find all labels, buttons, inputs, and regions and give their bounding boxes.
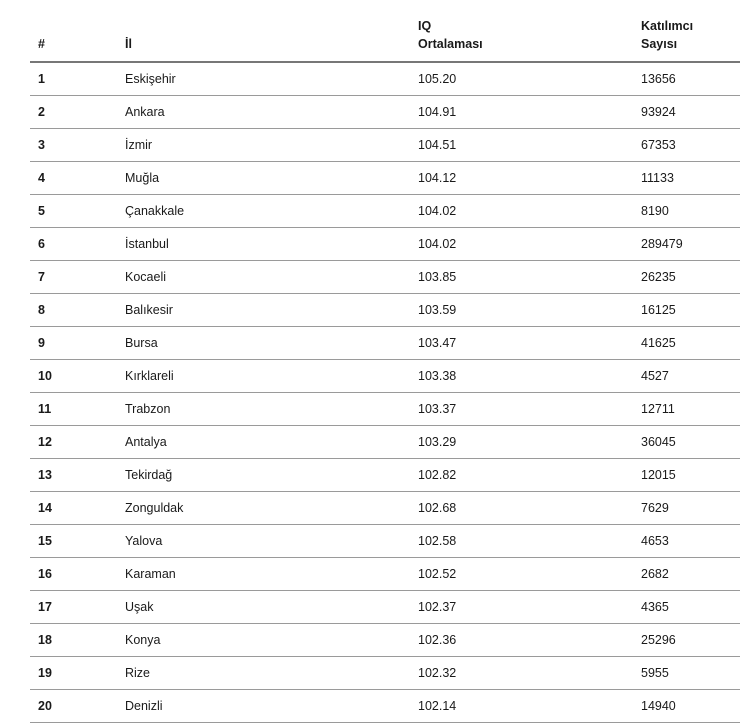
table-row xyxy=(30,195,740,228)
rank-cell: 5 xyxy=(38,204,45,218)
table-row xyxy=(30,261,740,294)
header-city: İl xyxy=(125,37,132,51)
table-row xyxy=(30,459,740,492)
iq-average-cell: 102.36 xyxy=(418,633,457,647)
iq-ranking-table xyxy=(30,14,740,723)
iq-average-cell: 103.38 xyxy=(418,369,457,383)
city-cell: Zonguldak xyxy=(125,501,184,515)
participant-count-cell: 13656 xyxy=(641,72,676,86)
table-row xyxy=(30,657,740,690)
rank-cell: 16 xyxy=(38,567,52,581)
iq-average-cell: 104.12 xyxy=(418,171,457,185)
iq-average-cell: 102.82 xyxy=(418,468,457,482)
iq-average-cell: 103.47 xyxy=(418,336,457,350)
iq-average-cell: 105.20 xyxy=(418,72,457,86)
table-row xyxy=(30,294,740,327)
city-cell: Denizli xyxy=(125,699,163,713)
participant-count-cell: 4365 xyxy=(641,600,669,614)
iq-average-cell: 102.68 xyxy=(418,501,457,515)
table-row xyxy=(30,129,740,162)
rank-cell: 6 xyxy=(38,237,45,251)
city-cell: Tekirdağ xyxy=(125,468,173,482)
rank-cell: 1 xyxy=(38,72,45,86)
city-cell: Uşak xyxy=(125,600,154,614)
participant-count-cell: 14940 xyxy=(641,699,676,713)
rank-cell: 4 xyxy=(38,171,45,185)
rank-cell: 10 xyxy=(38,369,52,383)
table-row xyxy=(30,162,740,195)
rank-cell: 3 xyxy=(38,138,45,152)
city-cell: Kocaeli xyxy=(125,270,166,284)
iq-average-cell: 104.02 xyxy=(418,237,457,251)
rank-cell: 9 xyxy=(38,336,45,350)
iq-average-cell: 102.14 xyxy=(418,699,457,713)
table-row xyxy=(30,426,740,459)
iq-average-cell: 104.91 xyxy=(418,105,457,119)
table-row xyxy=(30,624,740,657)
rank-cell: 19 xyxy=(38,666,52,680)
rank-cell: 2 xyxy=(38,105,45,119)
iq-average-cell: 102.58 xyxy=(418,534,457,548)
table-row xyxy=(30,96,740,129)
participant-count-cell: 2682 xyxy=(641,567,669,581)
iq-average-cell: 102.52 xyxy=(418,567,457,581)
iq-average-cell: 103.85 xyxy=(418,270,457,284)
table-row xyxy=(30,327,740,360)
participant-count-cell: 12711 xyxy=(641,402,675,416)
rank-cell: 13 xyxy=(38,468,52,482)
header-rank: # xyxy=(38,37,45,51)
iq-average-cell: 104.02 xyxy=(418,204,457,218)
city-cell: Çanakkale xyxy=(125,204,185,218)
city-cell: Bursa xyxy=(125,336,158,350)
participant-count-cell: 36045 xyxy=(641,435,676,449)
participant-count-cell: 12015 xyxy=(641,468,676,482)
iq-average-cell: 103.59 xyxy=(418,303,457,317)
iq-average-cell: 102.32 xyxy=(418,666,457,680)
rank-cell: 20 xyxy=(38,699,52,713)
participant-count-cell: 25296 xyxy=(641,633,676,647)
rank-cell: 8 xyxy=(38,303,45,317)
participant-count-cell: 11133 xyxy=(641,171,674,185)
table-row xyxy=(30,228,740,261)
participant-count-cell: 41625 xyxy=(641,336,676,350)
participant-count-cell: 8190 xyxy=(641,204,669,218)
participant-count-cell: 5955 xyxy=(641,666,669,680)
participant-count-cell: 16125 xyxy=(641,303,676,317)
table-row xyxy=(30,492,740,525)
city-cell: Kırklareli xyxy=(125,369,174,383)
city-cell: Ankara xyxy=(125,105,165,119)
iq-average-cell: 103.29 xyxy=(418,435,457,449)
rank-cell: 17 xyxy=(38,600,52,614)
iq-average-cell: 103.37 xyxy=(418,402,457,416)
city-cell: Antalya xyxy=(125,435,167,449)
table-header xyxy=(30,14,740,63)
rank-cell: 14 xyxy=(38,501,52,515)
table-row xyxy=(30,63,740,96)
city-cell: Muğla xyxy=(125,171,160,185)
city-cell: Trabzon xyxy=(125,402,171,416)
rank-cell: 15 xyxy=(38,534,52,548)
table-row xyxy=(30,690,740,723)
participant-count-cell: 289479 xyxy=(641,237,683,251)
participant-count-cell: 4653 xyxy=(641,534,669,548)
participant-count-cell: 4527 xyxy=(641,369,669,383)
city-cell: İzmir xyxy=(125,138,153,152)
city-cell: Karaman xyxy=(125,567,176,581)
rank-cell: 18 xyxy=(38,633,52,647)
table-row xyxy=(30,591,740,624)
city-cell: Konya xyxy=(125,633,161,647)
city-cell: Rize xyxy=(125,666,151,680)
participant-count-cell: 7629 xyxy=(641,501,669,515)
rank-cell: 12 xyxy=(38,435,52,449)
rank-cell: 7 xyxy=(38,270,45,284)
iq-average-cell: 102.37 xyxy=(418,600,457,614)
table-row xyxy=(30,393,740,426)
table-row xyxy=(30,360,740,393)
city-cell: Yalova xyxy=(125,534,163,548)
participant-count-cell: 93924 xyxy=(641,105,676,119)
city-cell: İstanbul xyxy=(125,237,169,251)
header-iq-average: IQ Ortalaması xyxy=(418,19,483,51)
participant-count-cell: 26235 xyxy=(641,270,676,284)
table-row xyxy=(30,558,740,591)
header-participant-count: Katılımcı Sayısı xyxy=(641,19,694,51)
table-body xyxy=(30,63,740,723)
table-row xyxy=(30,525,740,558)
city-cell: Balıkesir xyxy=(125,303,173,317)
iq-average-cell: 104.51 xyxy=(418,138,457,152)
city-cell: Eskişehir xyxy=(125,72,176,86)
participant-count-cell: 67353 xyxy=(641,138,676,152)
rank-cell: 11 xyxy=(38,402,52,416)
